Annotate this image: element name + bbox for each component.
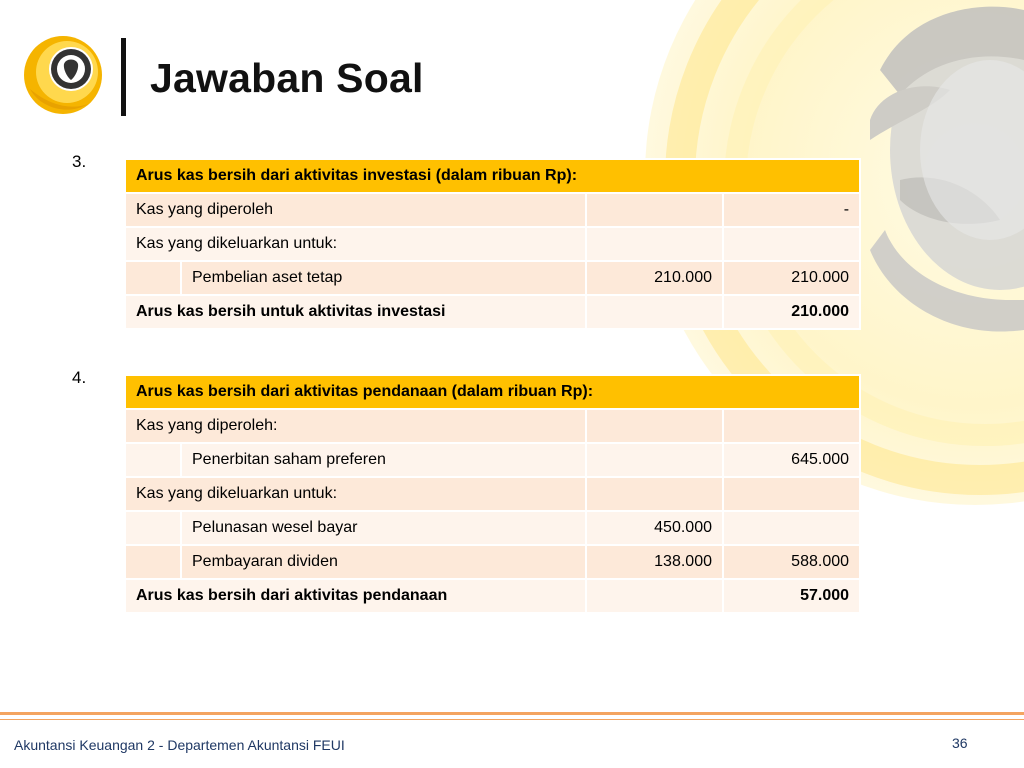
total-label: Arus kas bersih untuk aktivitas investasi: [125, 295, 586, 329]
row-amount-1: 138.000: [586, 545, 723, 579]
question-number-4: 4.: [72, 368, 87, 387]
row-amount-1: [586, 193, 723, 227]
row-amount-1: 210.000: [586, 261, 723, 295]
university-logo: [22, 34, 104, 116]
table-row: [125, 545, 860, 579]
row-label: Pelunasan wesel bayar: [181, 511, 586, 545]
indent-cell: [125, 545, 181, 579]
table-row: [125, 193, 860, 227]
row-amount-1: 450.000: [586, 511, 723, 545]
slide-title: Jawaban Soal: [150, 55, 424, 101]
table-row: [125, 409, 860, 443]
financing-cashflow-table: [124, 374, 861, 614]
total-label: Arus kas bersih dari aktivitas pendanaan: [125, 579, 586, 613]
row-amount-1: [586, 477, 723, 511]
indent-cell: [125, 511, 181, 545]
table-header: Arus kas bersih dari aktivitas investasi (dalam ribuan Rp):: [125, 159, 860, 193]
footer-divider: [0, 712, 1024, 715]
row-label: Kas yang dikeluarkan untuk:: [125, 227, 586, 261]
table-header: Arus kas bersih dari aktivitas pendanaan (dalam ribuan Rp):: [125, 375, 860, 409]
row-label: Pembayaran dividen: [181, 545, 586, 579]
investing-cashflow-table: [124, 158, 861, 330]
total-amount-1: [586, 295, 723, 329]
table-row: [125, 477, 860, 511]
total-amount-2: 57.000: [723, 579, 860, 613]
row-amount-2: 588.000: [723, 545, 860, 579]
page-number: 36: [952, 735, 968, 751]
row-amount-2: [723, 477, 860, 511]
row-label: Penerbitan saham preferen: [181, 443, 586, 477]
table-row: [125, 227, 860, 261]
row-amount-1: [586, 227, 723, 261]
table-row: [125, 511, 860, 545]
row-amount-2: [723, 409, 860, 443]
question-number-3: 3.: [72, 152, 87, 171]
table-row: [125, 443, 860, 477]
footer-text: Akuntansi Keuangan 2 - Departemen Akuntansi FEUI: [14, 737, 345, 753]
row-label: Pembelian aset tetap: [181, 261, 586, 295]
row-amount-2: [723, 511, 860, 545]
indent-cell: [125, 443, 181, 477]
title-divider: [121, 38, 126, 116]
total-amount-1: [586, 579, 723, 613]
table-header-row: [125, 159, 860, 193]
row-amount-1: [586, 409, 723, 443]
row-amount-2: 645.000: [723, 443, 860, 477]
table-total-row: [125, 295, 860, 329]
table-total-row: [125, 579, 860, 613]
indent-cell: [125, 261, 181, 295]
footer-divider-thin: [0, 719, 1024, 720]
row-label: Kas yang diperoleh: [125, 193, 586, 227]
row-amount-2: -: [723, 193, 860, 227]
row-amount-2: 210.000: [723, 261, 860, 295]
row-amount-1: [586, 443, 723, 477]
row-label: Kas yang dikeluarkan untuk:: [125, 477, 586, 511]
table-header-row: [125, 375, 860, 409]
row-amount-2: [723, 227, 860, 261]
row-label: Kas yang diperoleh:: [125, 409, 586, 443]
total-amount-2: 210.000: [723, 295, 860, 329]
table-row: [125, 261, 860, 295]
